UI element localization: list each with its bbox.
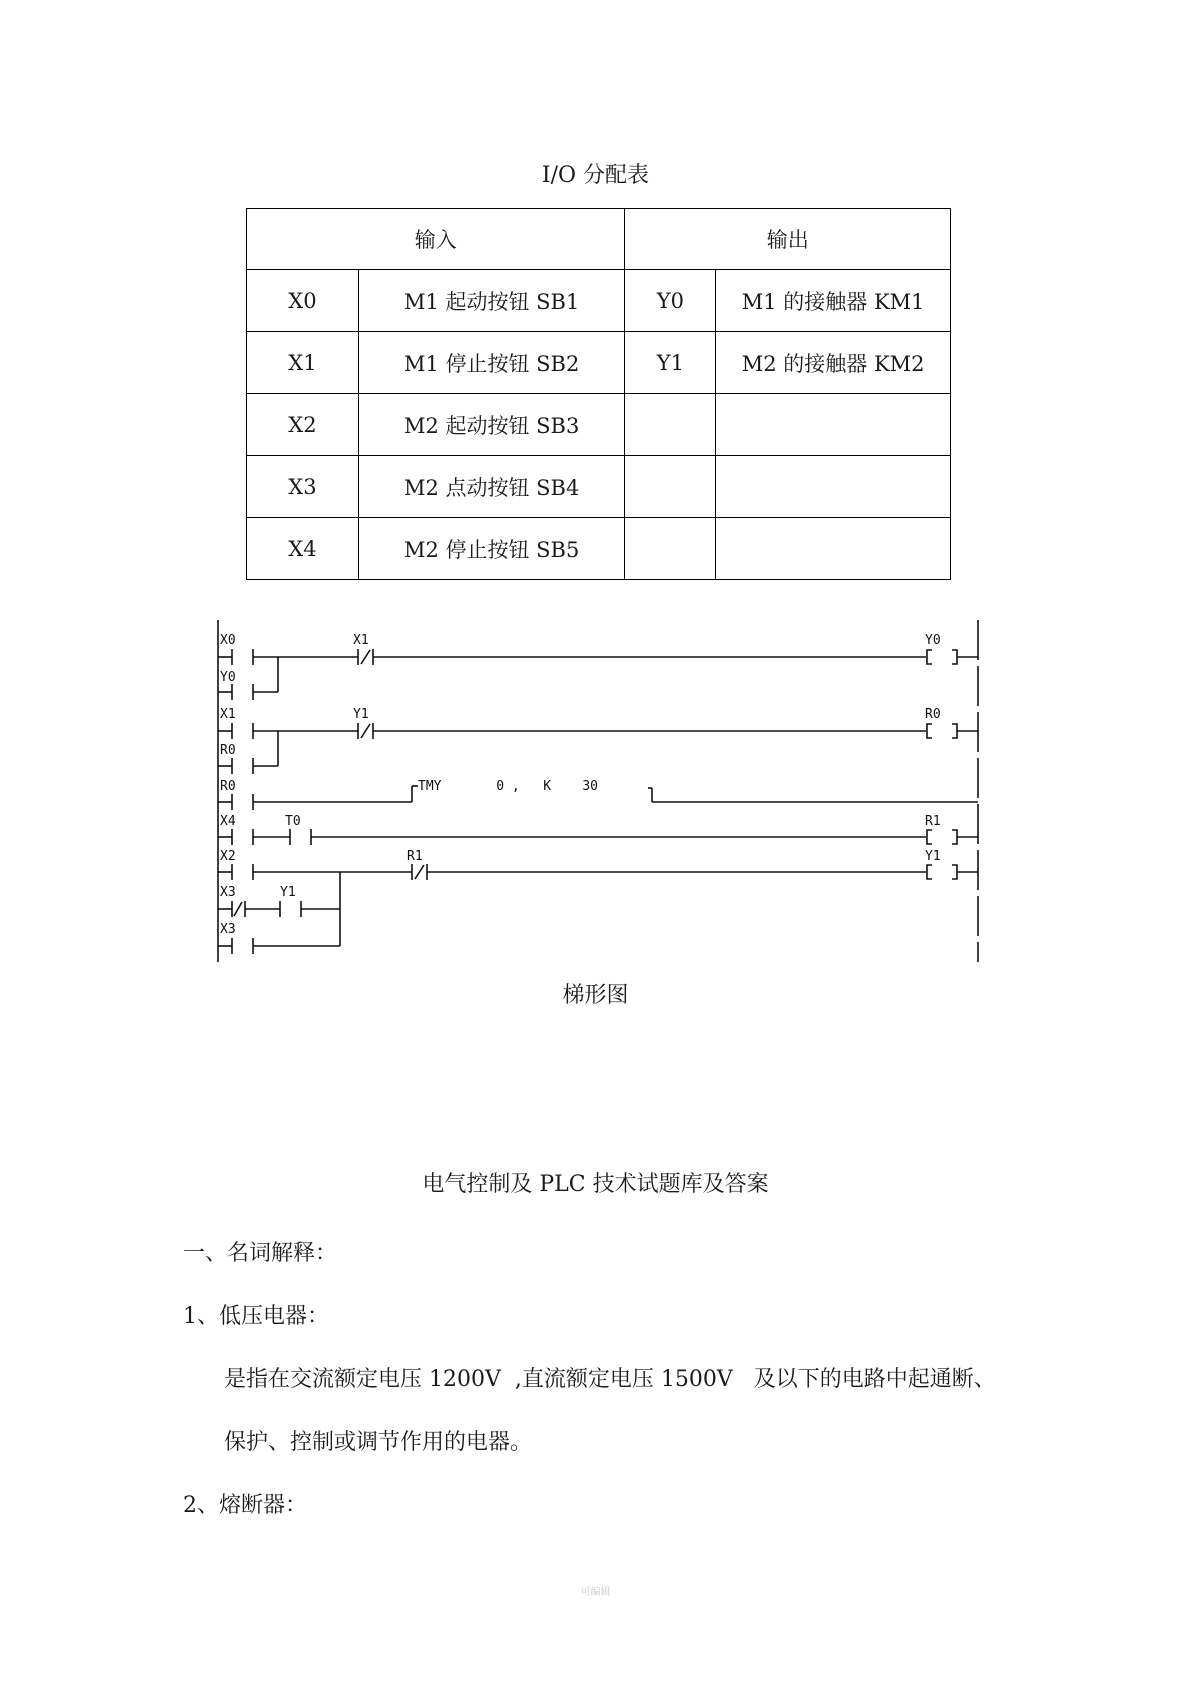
table-row (247, 332, 951, 394)
section-heading: 一、名词解释： (183, 1241, 338, 1266)
contact-label-r0: R0 (220, 743, 236, 758)
input-description: M1 起动按钮 SB1 (358, 270, 625, 332)
output-address (625, 456, 716, 518)
output-description (716, 518, 951, 580)
table-row (247, 270, 951, 332)
contact-label-x3: X3 (220, 885, 236, 900)
io-assignment-table (246, 208, 951, 580)
ladder-diagram (210, 620, 990, 965)
answer-1-line-2: 保护、控制或调节作用的电器。 (224, 1430, 533, 1455)
input-address: X1 (247, 332, 359, 394)
table-header-row (247, 209, 951, 270)
contact-label-r1-nc: R1 (407, 849, 423, 864)
coil-label-r0: R0 (925, 707, 941, 722)
page-footer-mark: 可编辑 (580, 1587, 611, 1598)
table-row (247, 394, 951, 456)
input-address: X3 (247, 456, 359, 518)
contact-label-y0: Y0 (220, 670, 236, 685)
output-description: M2 的接触器 KM2 (716, 332, 951, 394)
input-address: X2 (247, 394, 359, 456)
contact-label-x4: X4 (220, 814, 236, 829)
coil-label-y1: Y1 (925, 849, 941, 864)
output-address: Y0 (625, 270, 716, 332)
contact-label-x2: X2 (220, 849, 236, 864)
input-address: X4 (247, 518, 359, 580)
output-address (625, 518, 716, 580)
contact-label-x0: X0 (220, 633, 236, 648)
document-title: 电气控制及 PLC 技术试题库及答案 (422, 1172, 769, 1197)
input-description: M2 停止按钮 SB5 (358, 518, 625, 580)
input-description: M2 起动按钮 SB3 (358, 394, 625, 456)
figure-caption: 梯形图 (562, 983, 629, 1008)
contact-label-y1-branch: Y1 (280, 885, 296, 900)
contact-label-t0: T0 (285, 814, 301, 829)
output-description: M1 的接触器 KM1 (716, 270, 951, 332)
coil-label-r1: R1 (925, 814, 941, 829)
output-description (716, 394, 951, 456)
timer-instruction: TMY 0 , K 30 (418, 779, 599, 794)
question-2: 2、熔断器： (183, 1493, 307, 1518)
output-address: Y1 (625, 332, 716, 394)
table-row (247, 518, 951, 580)
question-1: 1、低压电器： (183, 1304, 329, 1329)
io-table-title: I/O 分配表 (541, 163, 650, 188)
output-address (625, 394, 716, 456)
ladder-labels (220, 633, 941, 937)
answer-1-line-1: 是指在交流额定电压 1200V ,直流额定电压 1500V 及以下的电路中起通断、 (224, 1367, 996, 1392)
table-row (247, 456, 951, 518)
contact-label-x1-nc: X1 (353, 633, 369, 648)
header-output: 输出 (625, 209, 951, 270)
input-description: M1 停止按钮 SB2 (358, 332, 625, 394)
output-description (716, 456, 951, 518)
input-address: X0 (247, 270, 359, 332)
input-description: M2 点动按钮 SB4 (358, 456, 625, 518)
contact-label-y1-nc: Y1 (353, 707, 369, 722)
contact-label-x3-b: X3 (220, 922, 236, 937)
header-input: 输入 (247, 209, 625, 270)
contact-label-r0-timer: R0 (220, 779, 236, 794)
coil-label-y0: Y0 (925, 633, 941, 648)
contact-label-x1: X1 (220, 707, 236, 722)
